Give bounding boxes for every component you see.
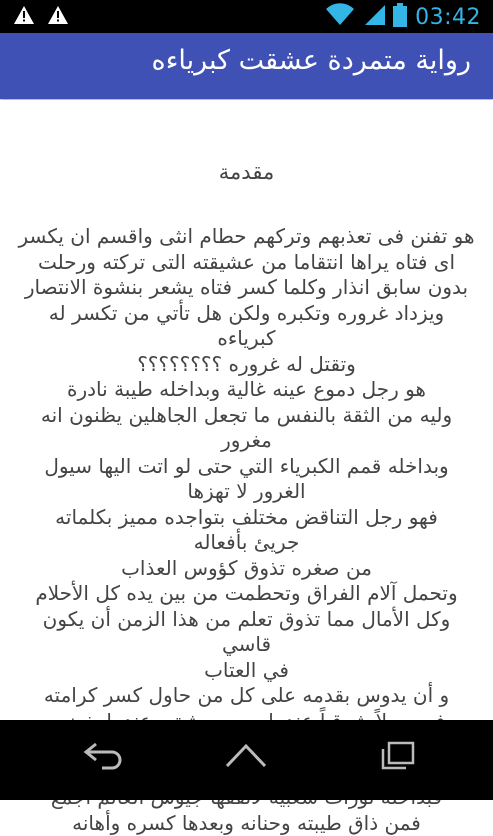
clock: 03:42 <box>415 4 481 30</box>
wifi-icon <box>325 3 355 31</box>
home-button[interactable] <box>216 740 276 780</box>
system-icons <box>325 3 481 31</box>
notification-icons <box>14 6 68 24</box>
navigation-bar <box>0 720 493 800</box>
back-button[interactable] <box>74 740 134 780</box>
status-bar <box>0 0 493 33</box>
warning-icon <box>14 6 34 24</box>
section-heading: مقدمة <box>218 160 275 184</box>
app-bar <box>0 33 493 99</box>
app-title: رواية متمردة عشقت كبرياءه <box>151 45 471 76</box>
battery-icon <box>393 3 407 31</box>
story-text: هو تفنن فى تعذبهم وتركهم حطام انثى واقسم ان يكسر اى فتاه يراها انتقاما من عشيقته التى تركته ورحلت بدون سابق انذار وكلما كسر فتاه يشعر بنشوة الانتصار ويزداد غروره وتكبره ولكن هل تأتي من تكسر له كبرياءه وتقتل له غروره ؟؟؟؟؟؟؟؟ هو رجل دموع عينه غالية وبداخله طيبة نادرة وليه من الثقة بالنفس ما تجعل الجاهلين يظنون انه مغرور وبداخله قمم الكبرياء التي حتى لو اتت اليها سيول الغرور لا تهزها فهو رجل التناقض مختلف بتواجده مميز بكلماته جريئ بأفعاله من صغره تذوق كؤوس العذاب وتحمل آلام الفراق وتحطمت من بين يده كل الأحلام وكل الأمال مما تذوق تعلم من هذا الزمن أن يكون قاسي في العتاب و أن يدوس بقدمه على كل من حاول كسر كرامته فمن ذاق طيبته وحنانه وبعدها كسره وأهانه <box>18 224 475 835</box>
recent-apps-icon <box>368 740 428 770</box>
home-icon <box>216 740 276 770</box>
recent-apps-button[interactable] <box>368 740 428 780</box>
warning-icon <box>48 6 68 24</box>
back-icon <box>74 740 134 770</box>
signal-icon <box>363 3 385 31</box>
story-content[interactable] <box>0 100 493 835</box>
